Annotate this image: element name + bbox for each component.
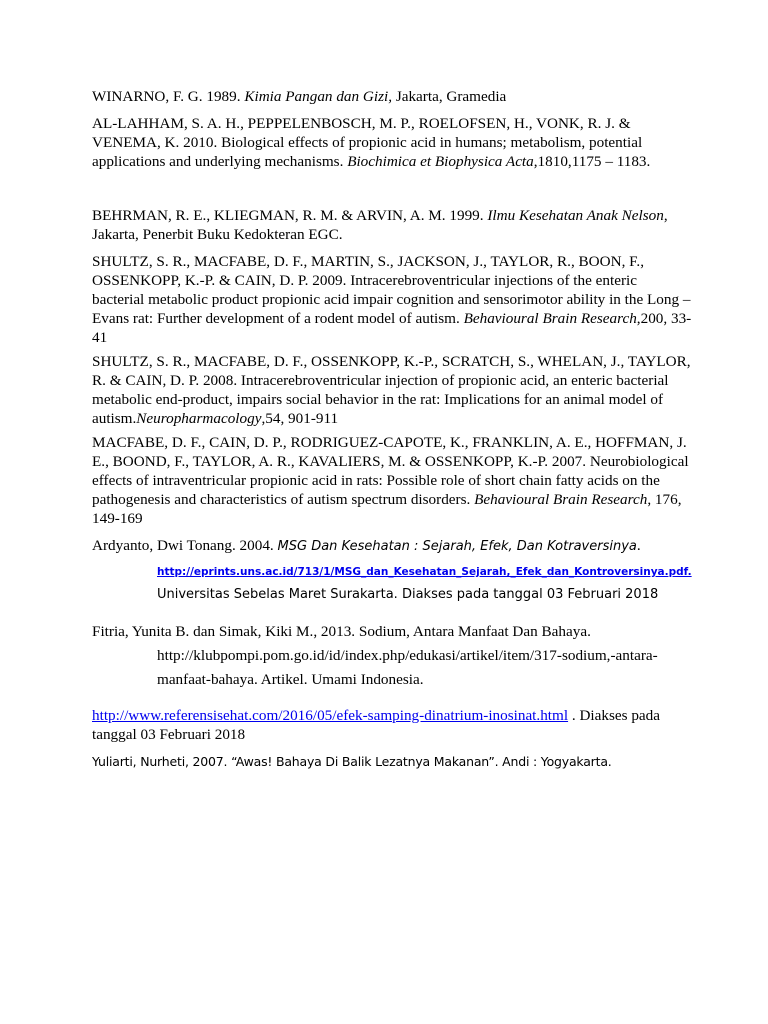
reference-al-lahham — [92, 114, 692, 171]
fitria-url-continued: manfaat-bahaya. Artikel. Umami Indonesia. — [157, 671, 424, 688]
reference-volume: ,1810,1175 – 1183. — [533, 153, 651, 170]
reference-title: Kimia Pangan dan Gizi, — [244, 88, 393, 105]
reference-fitria-url-line2 — [157, 670, 424, 689]
reference-volume: ,54, 901-911 — [261, 410, 339, 427]
reference-publisher: Jakarta, Gramedia — [392, 88, 507, 105]
reference-text: BEHRMAN, R. E., KLIEGMAN, R. M. & ARVIN, A. M. 1999. — [92, 207, 488, 224]
reference-text: Yuliarti, Nurheti, 2007. “Awas! Bahaya Di Balik Lezatnya Makanan”. Andi : Yogyakarta. — [92, 754, 612, 769]
reference-ardyanto-publisher-line — [157, 585, 658, 604]
reference-text: MACFABE, D. F., CAIN, D. P., RODRIGUEZ-CAPOTE, K., FRANKLIN, A. E., HOFFMAN, J. E., BOOND, F., TAYLOR, A. R., KAVALIERS, M. & OSSENKOPP, K.-P. 2007. Neurobiological effects of intraventricular propionic acid in rats: Possible role of short chain fatty acids on the pathogenesis and characteristics of autism spectrum disorders. — [92, 434, 689, 508]
reference-volume: , 176, 149-169 — [92, 491, 682, 527]
referensisehat-link[interactable]: http://www.referensisehat.com/2016/05/efek-samping-dinatrium-inosinat.html — [92, 707, 569, 724]
reference-macfabe — [92, 433, 692, 528]
reference-ardyanto-url-line — [157, 561, 692, 582]
reference-text: AL-LAHHAM, S. A. H., PEPPELENBOSCH, M. P., ROELOFSEN, H., VONK, R. J. & VENEMA, K. 2010. Biological effects of propionic acid in humans; metabolism, potential applications and underlying mechanisms. — [92, 115, 643, 170]
fitria-url: http://klubpompi.pom.go.id/id/index.php/edukasi/artikel/item/317-sodium,-antara- — [157, 647, 658, 664]
reference-authors: WINARNO, F. G. 1989. — [92, 88, 245, 105]
reference-authors: Ardyanto, Dwi Tonang. 2004. — [92, 537, 278, 554]
reference-behrman — [92, 206, 692, 244]
reference-shultz-2008 — [92, 352, 692, 428]
reference-fitria — [92, 622, 692, 641]
reference-text: SHULTZ, S. R., MACFABE, D. F., OSSENKOPP, K.-P., SCRATCH, S., WHELAN, J., TAYLOR, R. & CAIN, D. P. 2008. Intracerebroventricular injection of propionic acid, an enteric bacterial metabolic end-product, impairs social behavior in the rat: Implications for an animal model of autism. — [92, 353, 691, 427]
reference-access-date: . Diakses pada tanggal 03 Februari 2018 — [92, 707, 661, 743]
reference-journal: Biochimica et Biophysica Acta — [347, 153, 534, 170]
reference-ardyanto — [92, 536, 692, 556]
reference-journal: Behavioural Brain Research — [463, 310, 637, 327]
reference-end: . — [636, 537, 641, 554]
reference-referensisehat — [92, 706, 692, 744]
reference-title: MSG Dan Kesehatan : Sejarah, Efek, Dan Kotraversinya — [277, 539, 637, 554]
reference-fitria-url-line1 — [157, 646, 658, 665]
reference-publisher: , Jakarta, Penerbit Buku Kedokteran EGC. — [92, 207, 668, 243]
reference-journal: Neuropharmacology — [136, 410, 262, 427]
reference-title: Ilmu Kesehatan Anak Nelson — [487, 207, 664, 224]
reference-volume: ,200, 33-41 — [92, 310, 692, 346]
reference-text: SHULTZ, S. R., MACFABE, D. F., MARTIN, S., JACKSON, J., TAYLOR, R., BOON, F., OSSENKOPP, K.-P. & CAIN, D. P. 2009. Intracerebroventricular injections of the enteric bacterial metabolic product propionic acid impair cognition and sensorimotor ability in the Long – Evans rat: Further development of a rodent model of autism. — [92, 253, 691, 327]
reference-text: Fitria, Yunita B. dan Simak, Kiki M., 2013. Sodium, Antara Manfaat Dan Bahaya. — [92, 623, 591, 640]
reference-yuliarti — [92, 752, 692, 771]
reference-winarno — [92, 87, 692, 106]
ardyanto-link[interactable]: http://eprints.uns.ac.id/713/1/MSG_dan_Kesehatan_Sejarah,_Efek_dan_Kontroversinya.pdf. — [157, 566, 692, 578]
reference-shultz-2009 — [92, 252, 692, 347]
reference-publisher: Universitas Sebelas Maret Surakarta. Diakses pada tanggal 03 Februari 2018 — [157, 587, 659, 602]
reference-journal: Behavioural Brain Research — [474, 491, 648, 508]
